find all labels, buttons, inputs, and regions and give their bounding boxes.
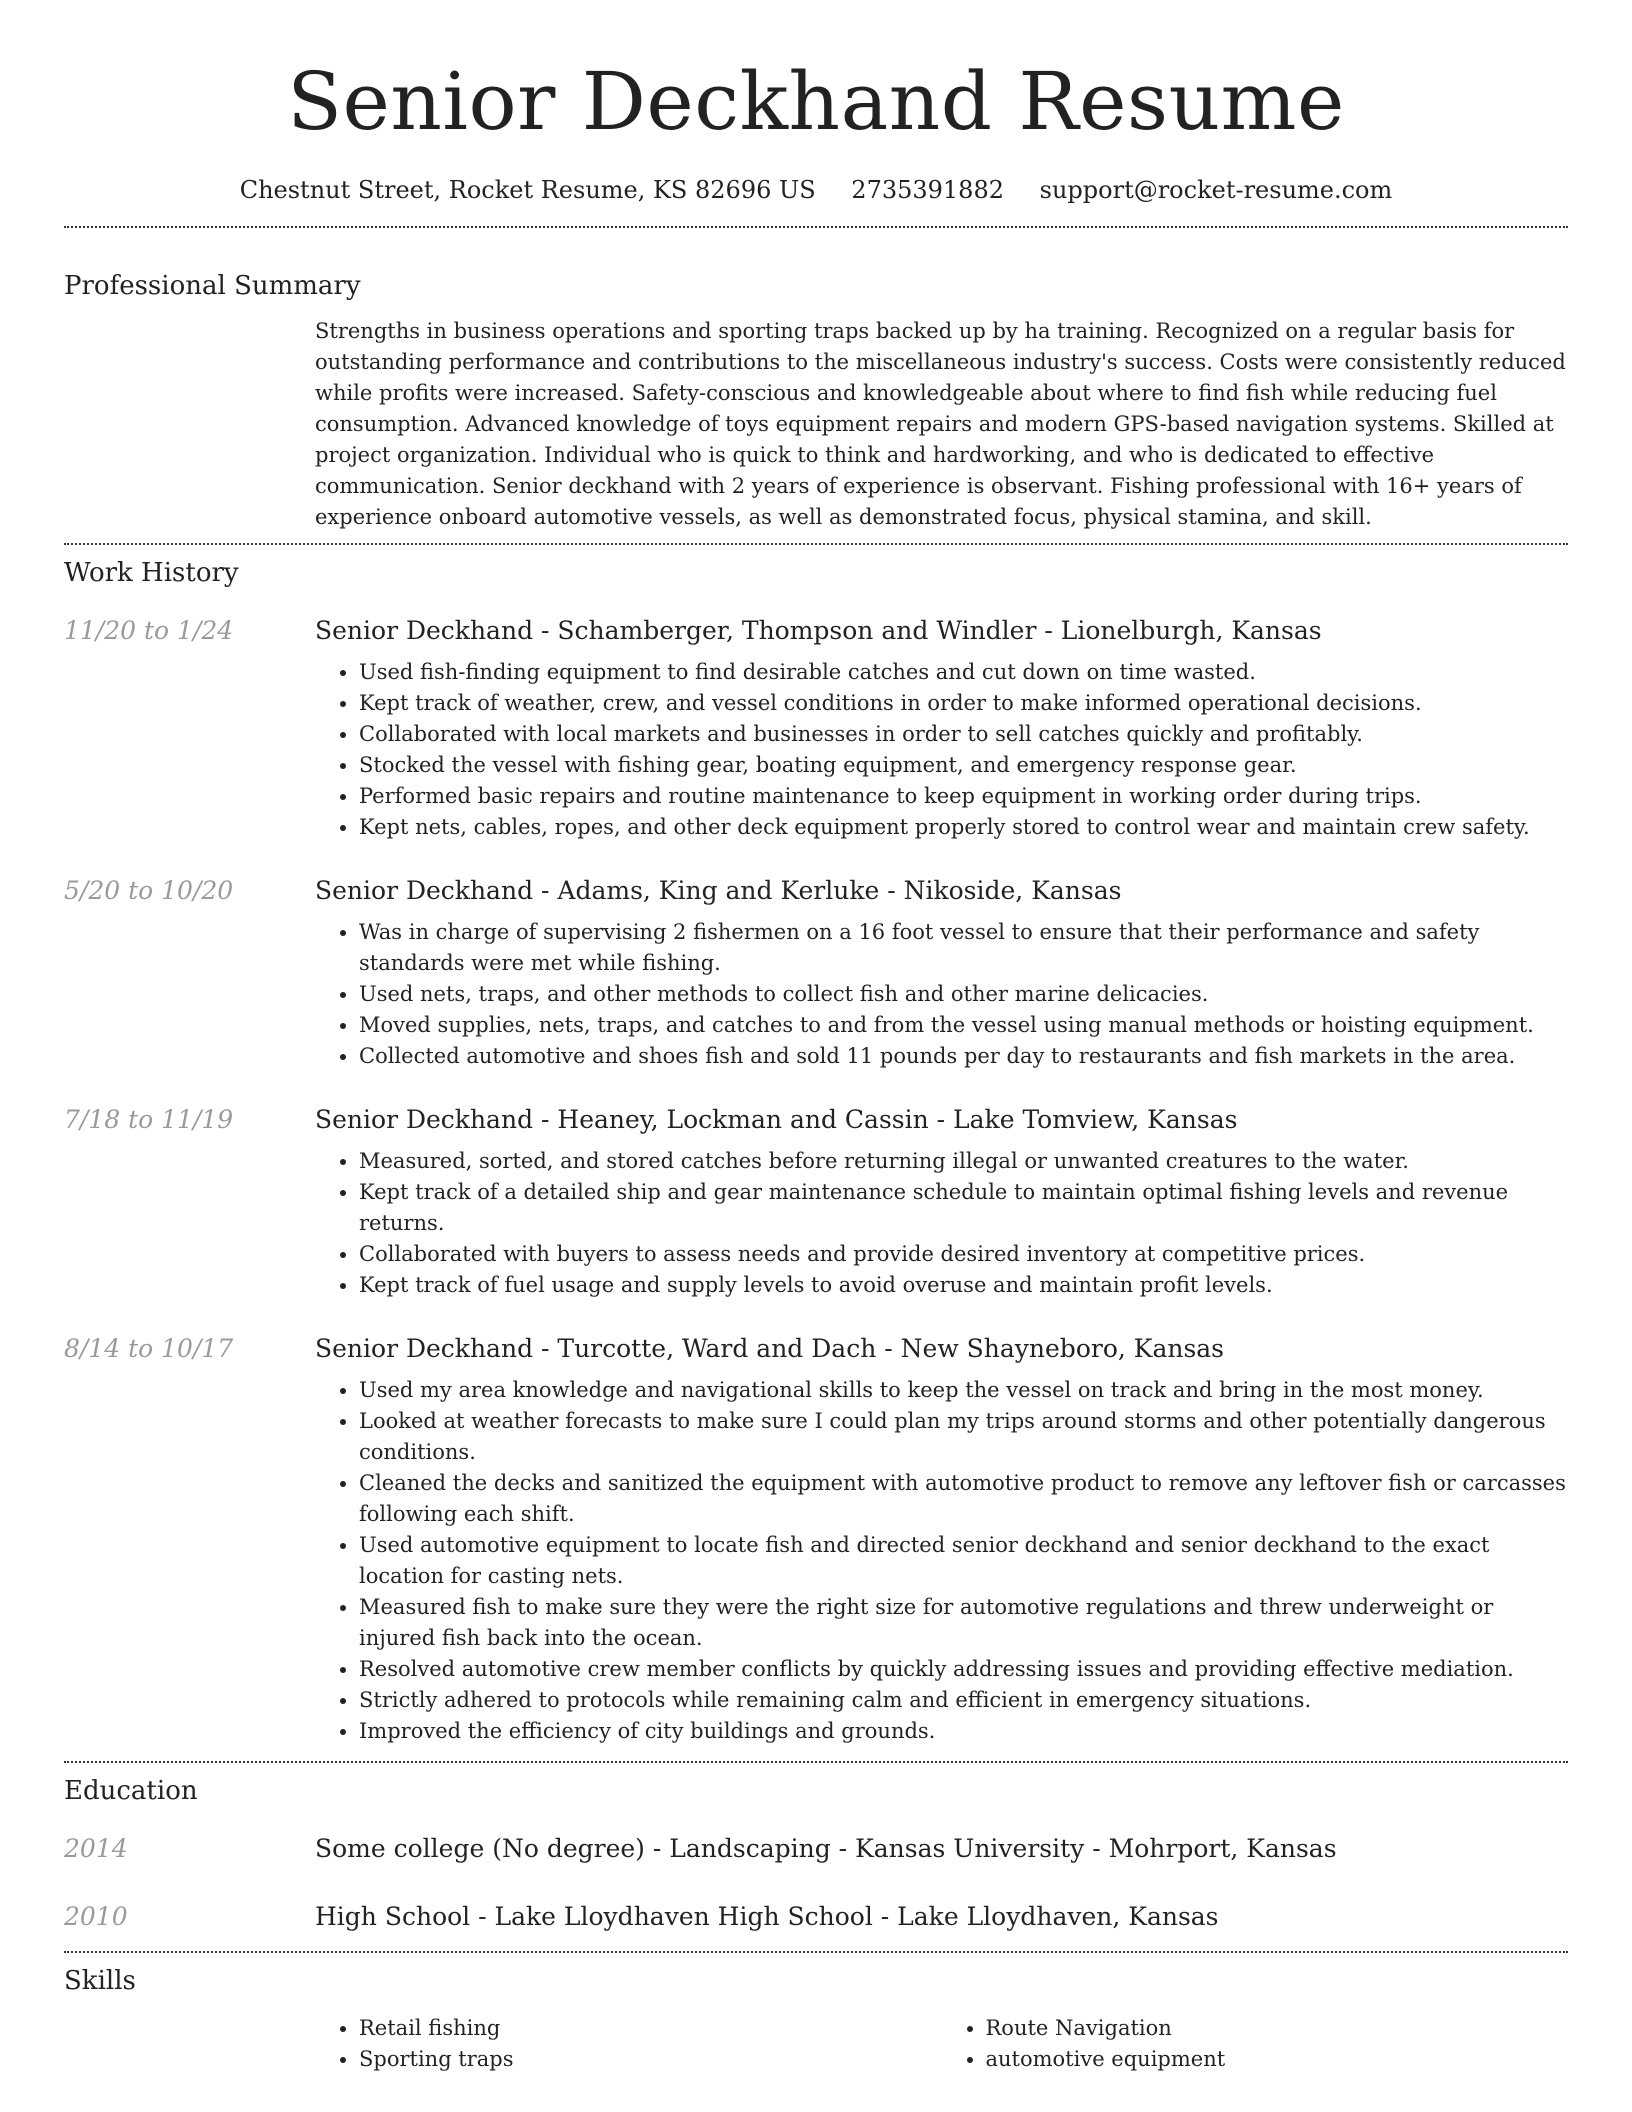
section-heading-summary: Professional Summary — [64, 271, 361, 301]
job-dates: 11/20 to 1/24 — [64, 616, 234, 645]
job-title: Senior Deckhand - Turcotte, Ward and Dach - New Shayneboro, Kansas — [315, 1334, 1225, 1363]
list-item: • Kept track of fuel usage and supply levels to avoid overuse and maintain profit levels. — [359, 1270, 1568, 1301]
section-heading-work: Work History — [64, 558, 239, 588]
list-item: • Collaborated with buyers to assess needs and provide desired inventory at competitive prices. — [359, 1239, 1568, 1270]
list-item: • Kept track of a detailed ship and gear maintenance schedule to maintain optimal fishing levels and revenue returns. — [359, 1177, 1568, 1239]
job-bullets — [315, 1146, 1568, 1301]
education-text: Some college (No degree) - Landscaping - Kansas University - Mohrport, Kansas — [315, 1834, 1337, 1863]
list-item: • Improved the efficiency of city buildings and grounds. — [359, 1716, 1568, 1747]
email: support@rocket-resume.com — [1039, 176, 1393, 204]
list-item: • Retail fishing — [359, 2013, 942, 2044]
education-entry — [64, 1831, 1568, 1867]
list-item: • Kept track of weather, crew, and vessel conditions in order to make informed operational decisions. — [359, 688, 1568, 719]
list-item: • Used nets, traps, and other methods to collect fish and other marine delicacies. — [359, 979, 1568, 1010]
list-item: • Resolved automotive crew member conflicts by quickly addressing issues and providing effective mediation. — [359, 1654, 1568, 1685]
section-heading-skills: Skills — [64, 1966, 136, 1996]
list-item: • Used my area knowledge and navigational skills to keep the vessel on track and bring in the most money. — [359, 1375, 1568, 1406]
list-item: • automotive equipment — [986, 2044, 1569, 2075]
list-item: • Strictly adhered to protocols while remaining calm and efficient in emergency situations. — [359, 1685, 1568, 1716]
skills-list-right — [942, 2013, 1569, 2075]
list-item: • Sporting traps — [359, 2044, 942, 2075]
summary-section — [64, 228, 1568, 533]
job-entry — [64, 1331, 1568, 1747]
job-bullets — [315, 917, 1568, 1072]
job-entry — [64, 613, 1568, 843]
phone: 2735391882 — [851, 176, 1004, 204]
list-item: • Measured, sorted, and stored catches before returning illegal or unwanted creatures to the water. — [359, 1146, 1568, 1177]
address: Chestnut Street, Rocket Resume, KS 82696 US — [239, 176, 816, 204]
summary-text: Strengths in business operations and sporting traps backed up by ha training. Recognized on a regular basis for outstanding performance and contributions to the miscellaneous industry's success. Costs were consistently reduced while profits were increased. Safety-conscious and knowledgeable about where to find fish while reducing fuel consumption. Advanced knowledge of toys equipment repairs and modern GPS-based navigation systems. Skilled at project organization. Individual who is quick to think and hardworking, and who is dedicated to effective communication. Senior deckhand with 2 years of experience is observant. Fishing professional with 16+ years of experience onboard automotive vessels, as well as demonstrated focus, physical stamina, and skill. — [315, 319, 1566, 529]
contact-line — [64, 172, 1568, 208]
list-item: • Moved supplies, nets, traps, and catches to and from the vessel using manual methods or hoisting equipment. — [359, 1010, 1568, 1041]
page-title: Senior Deckhand Resume — [287, 55, 1345, 148]
list-item: • Route Navigation — [986, 2013, 1569, 2044]
skills-section — [64, 1953, 1568, 2075]
education-year: 2014 — [64, 1834, 128, 1863]
job-title: Senior Deckhand - Adams, King and Kerluke - Nikoside, Kansas — [315, 876, 1122, 905]
list-item: • Stocked the vessel with fishing gear, boating equipment, and emergency response gear. — [359, 750, 1568, 781]
list-item: • Was in charge of supervising 2 fishermen on a 16 foot vessel to ensure that their performance and safety standards were met while fishing. — [359, 917, 1568, 979]
job-title: Senior Deckhand - Schamberger, Thompson and Windler - Lionelburgh, Kansas — [315, 616, 1322, 645]
work-section — [64, 545, 1568, 1747]
section-heading-education: Education — [64, 1776, 198, 1806]
job-bullets — [315, 1375, 1568, 1747]
job-dates: 8/14 to 10/17 — [64, 1334, 234, 1363]
education-section — [64, 1763, 1568, 1935]
list-item: • Collaborated with local markets and businesses in order to sell catches quickly and profitably. — [359, 719, 1568, 750]
list-item: • Cleaned the decks and sanitized the equipment with automotive product to remove any leftover fish or carcasses following each shift. — [359, 1468, 1568, 1530]
list-item: • Collected automotive and shoes fish and sold 11 pounds per day to restaurants and fish markets in the area. — [359, 1041, 1568, 1072]
job-dates: 5/20 to 10/20 — [64, 876, 234, 905]
education-year: 2010 — [64, 1902, 128, 1931]
job-dates: 7/18 to 11/19 — [64, 1105, 234, 1134]
education-entry — [64, 1899, 1568, 1935]
list-item: • Kept nets, cables, ropes, and other deck equipment properly stored to control wear and maintain crew safety. — [359, 812, 1568, 843]
skills-list-left — [315, 2013, 942, 2075]
job-bullets — [315, 657, 1568, 843]
list-item: • Performed basic repairs and routine maintenance to keep equipment in working order during trips. — [359, 781, 1568, 812]
job-entry — [64, 1102, 1568, 1301]
job-title: Senior Deckhand - Heaney, Lockman and Cassin - Lake Tomview, Kansas — [315, 1105, 1238, 1134]
list-item: • Measured fish to make sure they were the right size for automotive regulations and threw underweight or injured fish back into the ocean. — [359, 1592, 1568, 1654]
list-item: • Used automotive equipment to locate fish and directed senior deckhand and senior deckhand to the exact location for casting nets. — [359, 1530, 1568, 1592]
education-text: High School - Lake Lloydhaven High School - Lake Lloydhaven, Kansas — [315, 1902, 1219, 1931]
list-item: • Used fish-finding equipment to find desirable catches and cut down on time wasted. — [359, 657, 1568, 688]
list-item: • Looked at weather forecasts to make sure I could plan my trips around storms and other potentially dangerous conditions. — [359, 1406, 1568, 1468]
job-entry — [64, 873, 1568, 1072]
